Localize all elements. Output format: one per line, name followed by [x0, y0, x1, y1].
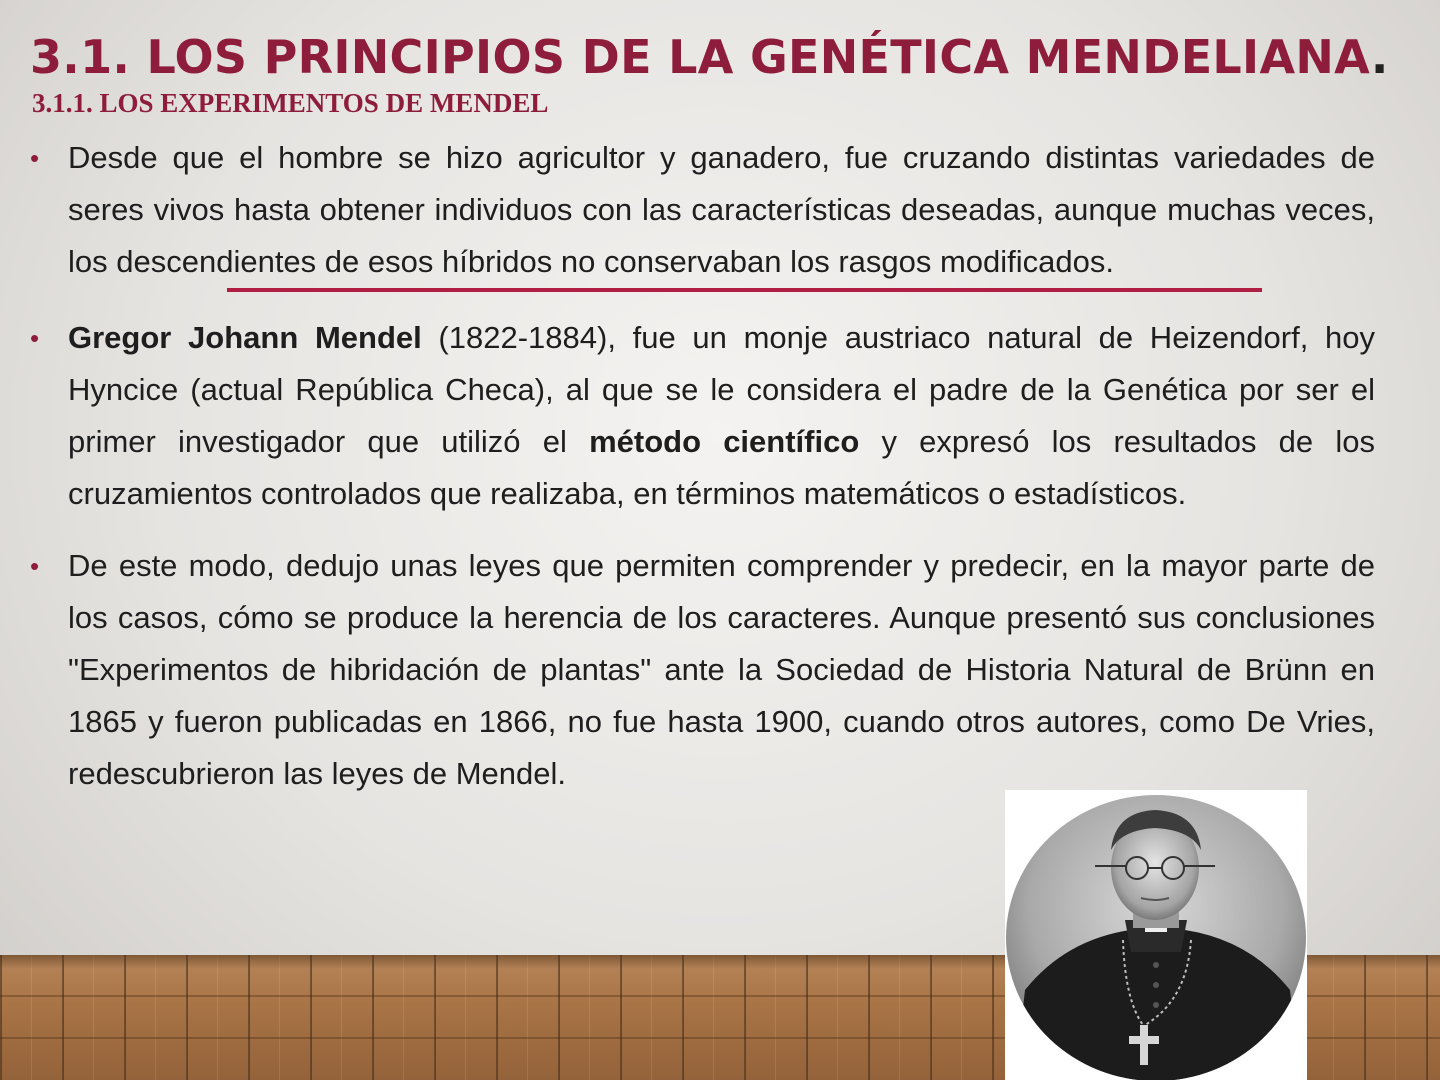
- mendel-portrait-icon: [1005, 790, 1307, 1080]
- bullet-marker: •: [30, 143, 40, 173]
- slide-title-text: 3.1. LOS PRINCIPIOS DE LA GENÉTICA MENDELIANA: [30, 30, 1371, 84]
- bullet-text: Desde que el hombre se hizo agricultor y ganadero, fue cruzando distintas variedades de seres vivos hasta obtener individuos con las características deseadas, aunque muchas veces, los descendientes de esos híbridos no conservaban los rasgos modificados.: [68, 140, 1375, 279]
- slide-title: [30, 30, 1389, 84]
- slide-title-dot: .: [1370, 30, 1389, 84]
- bullet-text: y expresó los resultados de los cruzamientos controlados que realizaba, en términos matemáticos o estadísticos.: [68, 424, 1375, 511]
- bullet-list: [30, 132, 1375, 800]
- bullet-item: [30, 132, 1375, 288]
- bullet-marker: •: [30, 323, 40, 353]
- bullet-text: De este modo, dedujo unas leyes que permiten comprender y predecir, en la mayor parte de los casos, cómo se produce la herencia de los caracteres. Aunque presentó sus conclusiones "Experimentos de hibridación de plantas" ante la Sociedad de Historia Natural de Brünn en 1865 y fueron publicadas en 1866, no fue hasta 1900, cuando otros autores, como De Vries, redescubrieron las leyes de Mendel.: [68, 548, 1375, 791]
- scientific-method-term: método científico: [589, 424, 860, 459]
- bullet-marker: •: [30, 551, 40, 581]
- bullet-item: [30, 312, 1375, 520]
- section-divider: [227, 288, 1262, 292]
- bullet-text: (1822-1884), fue un monje austriaco natural de Heizendorf, hoy Hyncice (actual República Checa), al que se le considera el padre de la Genética por ser el primer investigador que utilizó el: [68, 320, 1375, 459]
- bullet-item: [30, 540, 1375, 800]
- slide-subtitle: 3.1.1. LOS EXPERIMENTOS DE MENDEL: [32, 88, 549, 118]
- mendel-portrait-image: [1005, 790, 1307, 1080]
- mendel-name: Gregor Johann Mendel: [68, 320, 422, 355]
